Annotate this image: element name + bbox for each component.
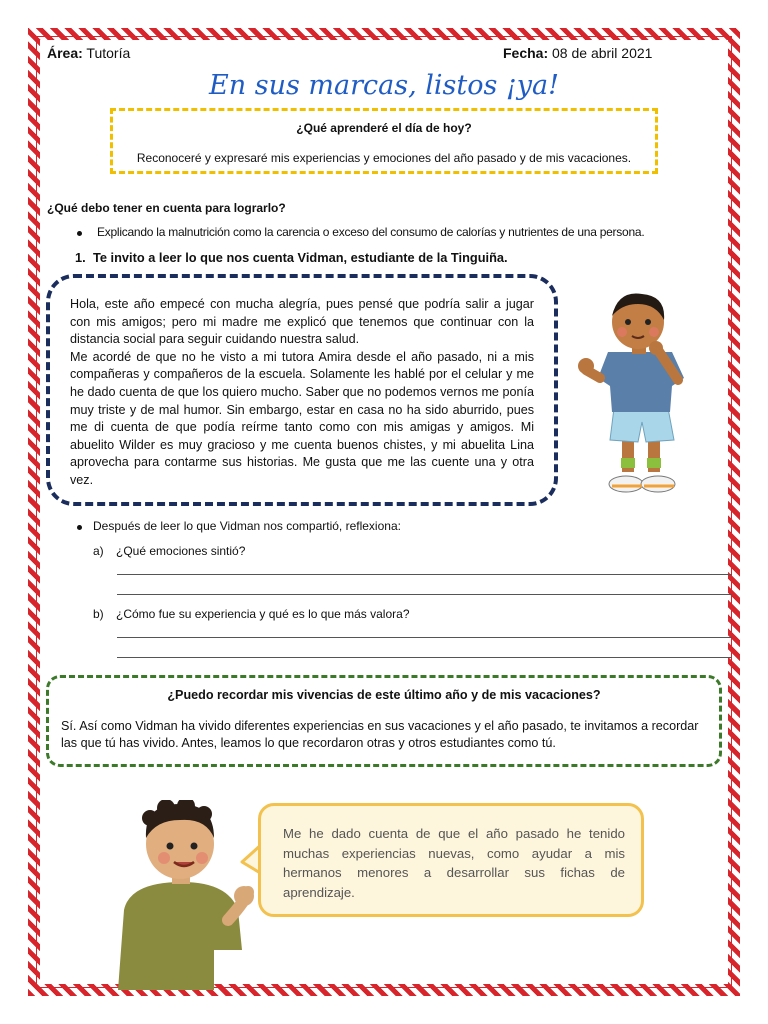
instruction-number: 1.	[75, 250, 86, 265]
question-b-text: ¿Cómo fue su experiencia y qué es lo que más valora?	[116, 607, 410, 621]
criteria-question: ¿Qué debo tener en cuenta para lograrlo?	[47, 201, 286, 215]
boy-illustration-vidman	[578, 290, 698, 502]
speech-bubble: Me he dado cuenta de que el año pasado he tenido muchas experiencias nuevas, como ayudar a mis hermanos menores a desarrollar sus fichas de aprendizaje.	[258, 803, 644, 917]
answer-line[interactable]	[117, 637, 732, 638]
instruction-text: Te invito a leer lo que nos cuenta Vidman, estudiante de la Tinguiña.	[93, 250, 508, 265]
story-paragraph-2: Me acordé de que no he visto a mi tutora Amira desde el año pasado, ni a mis compañeras y compañeros de la escuela. Solamente les hablé por el celular y me he dado cuenta de que los quiero mucho. Saber que no podemos vernos me ponía muy triste y de mal humor. Sin embargo, estar en casa no ha sido aburrido, pues me di cuenta de que podía reírme tanto como con mis amigas y amigos. Mi abuelito Wilder es muy gracioso y me cuenta buenos chistes, y mi abuelita Lina aprovecha para contarme sus historias. Me gusta que me las cuente una y otra vez.	[70, 349, 534, 487]
question-a-text: ¿Qué emociones sintió?	[116, 544, 246, 558]
answer-line[interactable]	[117, 594, 732, 595]
date-field	[503, 45, 652, 61]
answer-line[interactable]	[117, 657, 732, 658]
learning-goal-question: ¿Qué aprenderé el día de hoy?	[296, 121, 472, 135]
learning-goal-answer: Reconoceré y expresaré mis experiencias y emociones del año pasado y de mis vacaciones.	[136, 151, 632, 165]
area-label: Área:	[47, 45, 83, 61]
answer-line[interactable]	[117, 574, 732, 575]
story-box	[46, 274, 558, 506]
remember-answer: Sí. Así como Vidman ha vivido diferentes experiencias en sus vacaciones y el año pasado, te invitamos a recordar las que tú has vivido. Antes, leamos lo que recordaron otras y otros estudiantes como tú.	[61, 719, 699, 750]
area-value: Tutoría	[82, 45, 131, 61]
story-paragraph-1: Hola, este año empecé con mucha alegría, pues pensé que podría salir a jugar con mis amigos; pero mi madre me explicó que tenemos que continuar con la distancia social para seguir cuidando nuestra salud.	[70, 297, 534, 347]
page-title: En sus marcas, listos ¡ya!	[209, 70, 559, 101]
question-a-label: a)	[93, 544, 104, 558]
remember-box	[46, 675, 722, 767]
learning-goal-box	[110, 108, 658, 174]
date-value: 08 de abril 2021	[548, 45, 653, 61]
criteria-bullet: Explicando la malnutrición como la carencia o exceso del consumo de calorías y nutrientes de una persona.	[97, 225, 645, 239]
remember-question: ¿Puedo recordar mis vivencias de este último año y de mis vacaciones?	[167, 688, 601, 702]
reflection-prompt: Después de leer lo que Vidman nos compartió, reflexiona:	[93, 519, 401, 533]
question-b-label: b)	[93, 607, 104, 621]
bullet-icon	[77, 231, 82, 236]
area-field	[47, 45, 130, 61]
bullet-icon	[77, 525, 82, 530]
date-label: Fecha:	[503, 45, 549, 61]
boy-illustration-student	[110, 800, 260, 990]
